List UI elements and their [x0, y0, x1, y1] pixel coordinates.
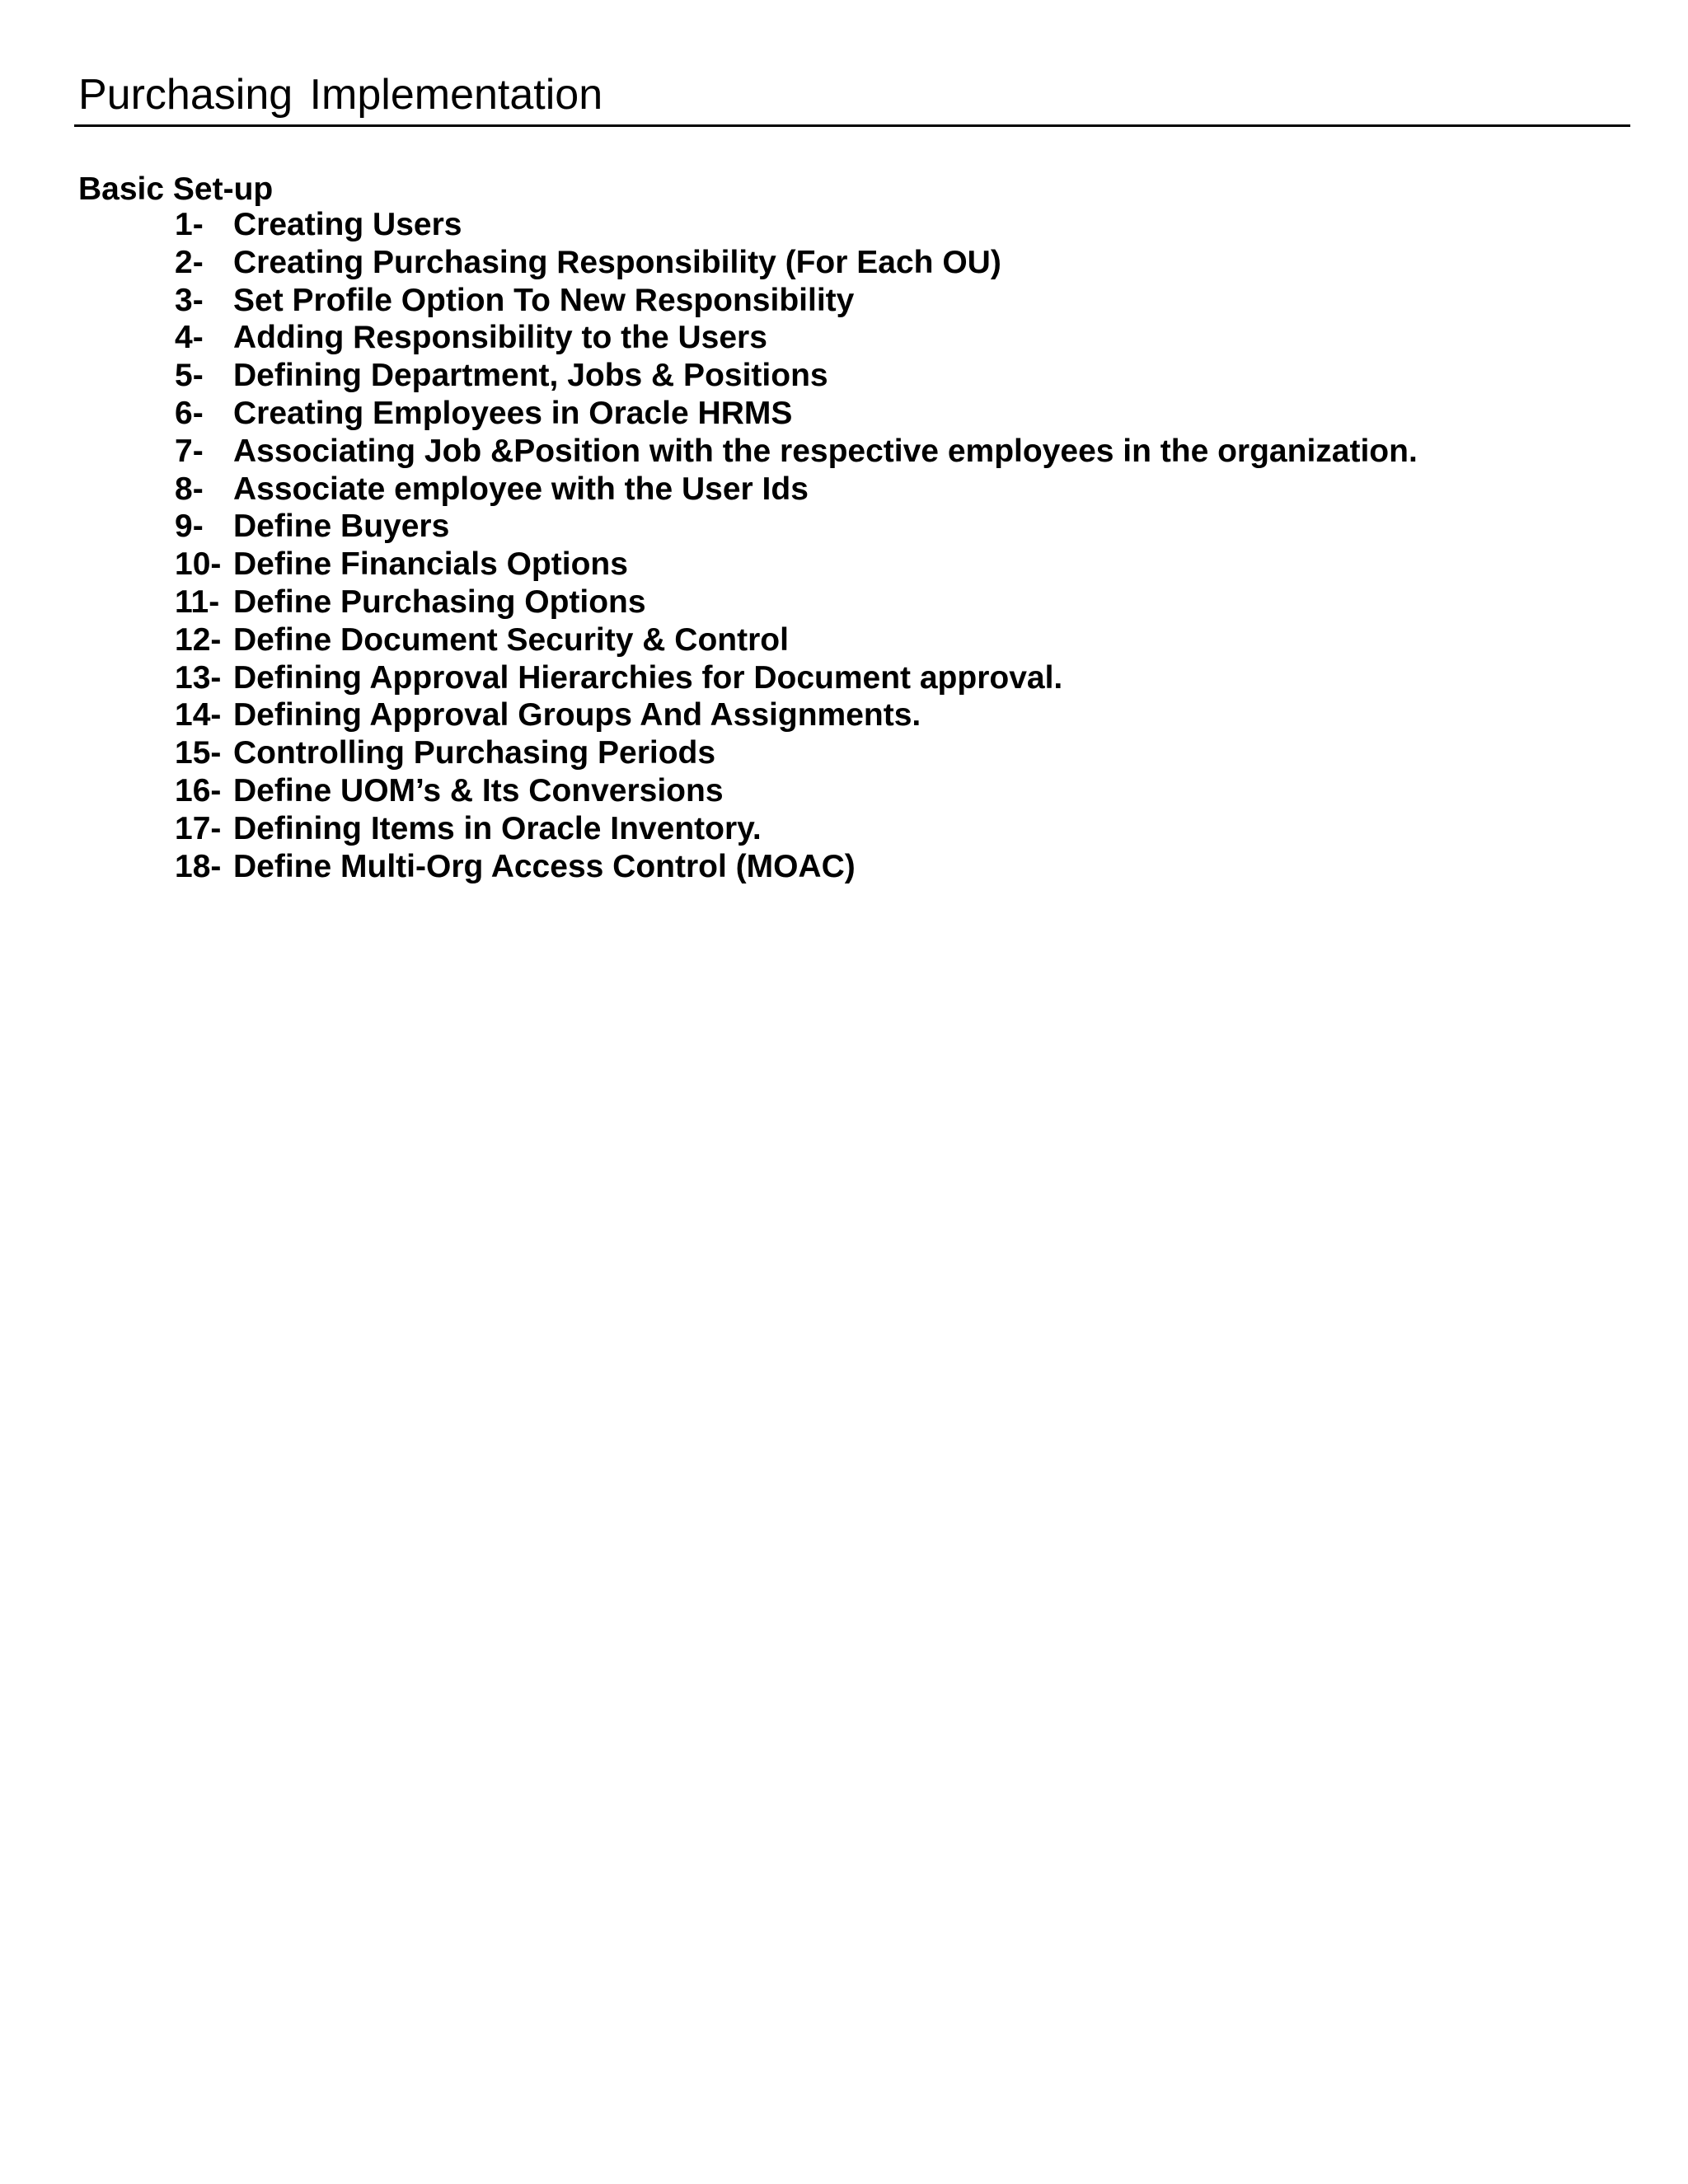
list-item: [175, 319, 1418, 357]
page-title: Purchasing Implementation: [78, 71, 603, 119]
step-number: 16-: [175, 772, 222, 808]
step-number: 14-: [175, 697, 222, 733]
step-number: 10-: [175, 546, 222, 583]
list-item: [175, 395, 1418, 433]
list-item: [175, 772, 1418, 810]
step-text: Associate employee with the User Ids: [233, 471, 809, 507]
step-number: 8-: [175, 471, 204, 507]
step-text: Controlling Purchasing Periods: [233, 735, 716, 771]
step-text: Creating Users: [233, 207, 462, 242]
list-item: [175, 471, 1418, 509]
list-item: [175, 508, 1418, 546]
step-text: Defining Approval Hierarchies for Document approval.: [233, 659, 1063, 696]
step-number: 17-: [175, 810, 222, 846]
step-text: Define UOM’s & Its Conversions: [233, 772, 724, 808]
step-number: 12-: [175, 621, 222, 658]
step-text: Set Profile Option To New Responsibility: [233, 282, 855, 318]
step-text: Creating Employees in Oracle HRMS: [233, 395, 793, 431]
list-item: [175, 546, 1418, 583]
step-number: 15-: [175, 735, 222, 771]
step-number: 11-: [175, 583, 220, 620]
step-number: 1-: [175, 207, 204, 242]
list-item: [175, 621, 1418, 659]
step-number: 9-: [175, 509, 204, 545]
step-number: 2-: [175, 244, 204, 280]
list-item: [175, 810, 1418, 848]
list-item: [175, 206, 1418, 244]
list-item: [175, 282, 1418, 320]
step-text: Define Buyers: [233, 509, 450, 545]
list-item: [175, 357, 1418, 395]
step-text: Define Financials Options: [233, 546, 628, 583]
step-number: 5-: [175, 358, 204, 394]
page-header: [74, 68, 1630, 127]
list-item: [175, 659, 1418, 697]
step-text: Creating Purchasing Responsibility (For Each OU): [233, 244, 1001, 280]
step-text: Define Multi-Org Access Control (MOAC): [233, 848, 856, 884]
step-text: Define Document Security & Control: [233, 621, 789, 658]
steps-list: [175, 206, 1418, 885]
step-text: Associating Job &Position with the respective employees in the organization.: [233, 433, 1418, 469]
step-text: Defining Department, Jobs & Positions: [233, 358, 828, 394]
list-item: [175, 734, 1418, 772]
list-item: [175, 244, 1418, 282]
section-heading: Basic Set-up: [78, 171, 274, 207]
step-number: 3-: [175, 282, 204, 318]
list-item: [175, 583, 1418, 621]
step-number: 4-: [175, 320, 204, 356]
list-item: [175, 696, 1418, 734]
list-item: [175, 848, 1418, 886]
step-text: Define Purchasing Options: [233, 583, 646, 620]
step-text: Adding Responsibility to the Users: [233, 320, 767, 356]
step-number: 18-: [175, 848, 222, 884]
step-number: 13-: [175, 659, 222, 696]
step-text: Defining Items in Oracle Inventory.: [233, 810, 762, 846]
list-item: [175, 433, 1418, 471]
step-number: 7-: [175, 433, 204, 469]
step-number: 6-: [175, 395, 204, 431]
step-text: Defining Approval Groups And Assignments.: [233, 697, 921, 733]
